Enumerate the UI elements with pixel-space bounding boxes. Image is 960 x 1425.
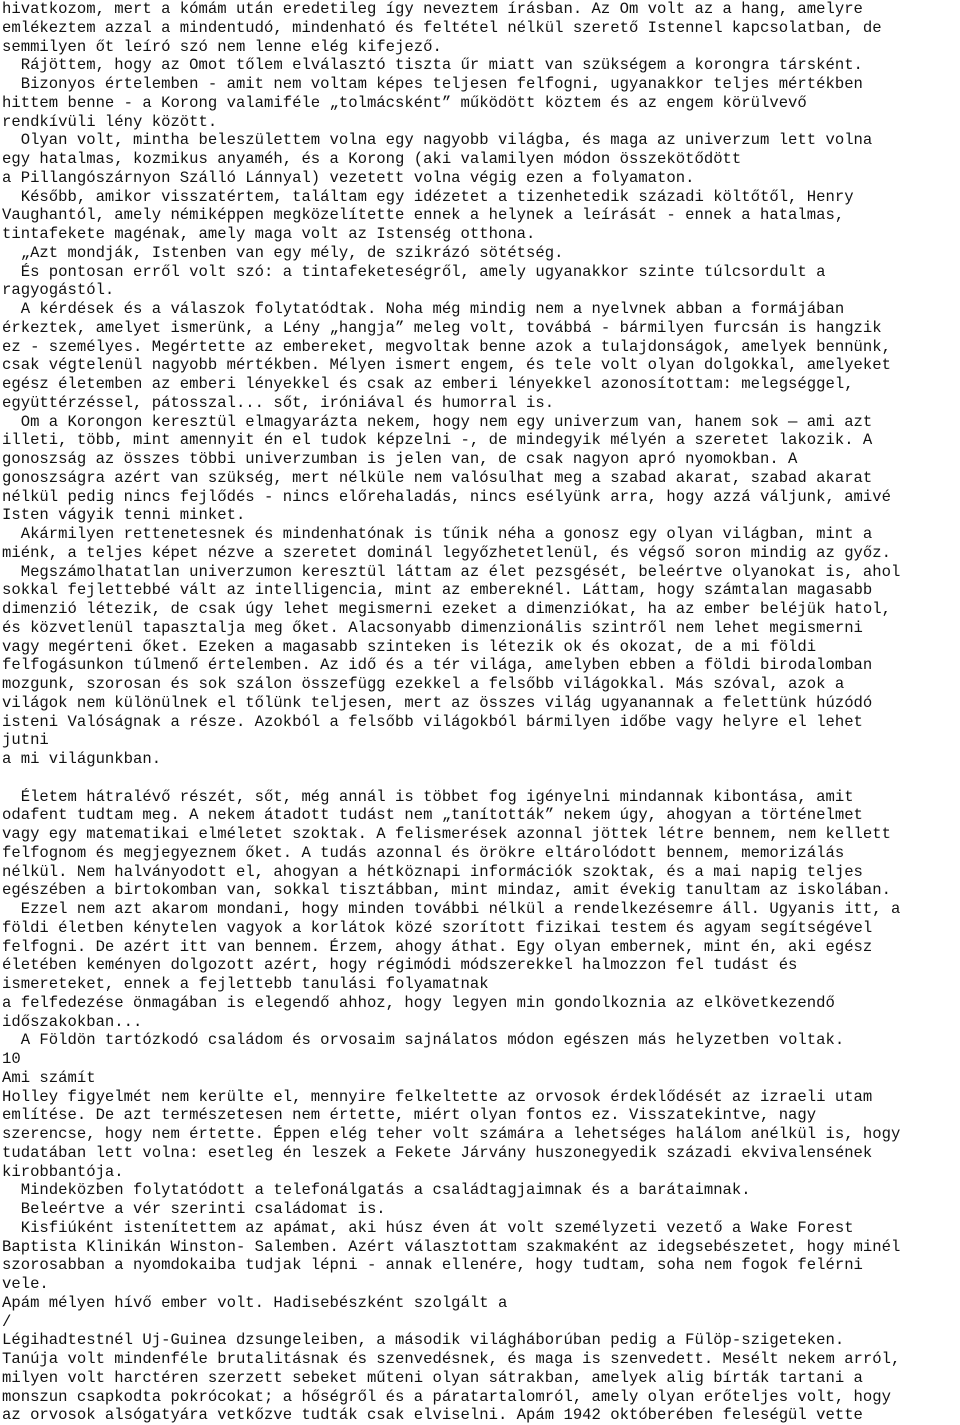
text-line: A Földön tartózkodó családom és orvosaim sajnálatos módon egészen más helyzetben voltak.	[2, 1031, 845, 1050]
text-line: nélkül. Nem halványodott el, ahogyan a hétköznapi információk szoktak, és a mai napig teljes	[2, 862, 863, 881]
text-line: Bizonyos értelemben - amit nem voltam képes teljesen felfogni, ugyanakkor teljes mértékben	[2, 75, 863, 93]
text-line: miénk, a teljes képet nézve a szeretet dominál legyőzhetetlenül, és végső soron mindig az győz.	[2, 543, 891, 562]
text-line: felfogni. De azért itt van bennem. Érzem, ahogy áthat. Egy olyan embernek, mint én, aki egész	[2, 937, 873, 956]
text-line: és közvetlenül tapasztalja meg őket. Alacsonyabb dimenzionális szintről nem lehet megismerni	[2, 618, 863, 637]
text-line: tudatában lett volna: esetleg én leszek a Fekete Járvány huszonegyedik századi ekvivalensének	[2, 1143, 873, 1162]
text-line: A kérdések és a válaszok folytatódtak. Noha még mindig nem a nyelvnek abban a formájában	[2, 300, 845, 318]
text-line: jutni	[2, 731, 49, 750]
text-line: ismereteket, ennek a fejlettebb tanulási folyamatnak	[2, 975, 489, 993]
text-line: Életem hátralévő részét, sőt, még annál is többet fog igényelni mindannak kibontása, amit	[2, 787, 854, 806]
text-line: Holley figyelmét nem kerülte el, mennyire felkeltette az orvosok érdeklődését az izraeli utam	[2, 1087, 873, 1106]
text-line: egészében a birtokomban van, sokkal tisztábban, mint mindaz, amit évekig tanultam az iskolában.	[2, 881, 891, 900]
text-line: kirobbantója.	[2, 1162, 124, 1181]
text-line: gonoszságra azért van szükség, mert nélküle nem valósulhat meg a szabad akarat, szabad akarat	[2, 468, 873, 487]
text-line: Vaughantól, amely némiképpen megközelítette ennek a helynek a leírását - ennek a hatalmas,	[2, 206, 845, 225]
text-line: „Azt mondják, Istenben van egy mély, de szikrázó sötétség.	[2, 243, 564, 262]
text-line: sokkal fejlettebbé vált az intelligencia, mint az embereknél. Láttam, hogy számtalan magasabb	[2, 581, 873, 600]
text-line: vagy egy matematikai elméletet szoktak. A felismerések azonnal jöttek létre bennem, nem kellett	[2, 825, 891, 843]
text-line: érkeztek, amelyet ismerünk, a Lény „hangja” meleg volt, továbbá - bármilyen furcsán is hangzik	[2, 318, 882, 337]
text-line: felfognom és megjegyeznem őket. A tudás azonnal és örökre eltárolódott bennem, memorizálás	[2, 843, 845, 862]
text-line: Beleértve a vér szerinti családomat is.	[2, 1200, 386, 1218]
text-line: Rájöttem, hogy az Omot tőlem elválasztó tiszta űr miatt van szükségem a korongra társként.	[2, 56, 863, 75]
text-line: szerencse, hogy nem értette. Éppen elég teher volt számára a lehetséges halálom anélkül is, hogy	[2, 1125, 901, 1143]
text-line: Kisfiúként istenítettem az apámat, aki húsz éven át volt személyzeti vezető a Wake Forest	[2, 1218, 854, 1237]
text-line: a Pillangószárnyon Szálló Lánnyal) vezetett volna végig ezen a folyamaton.	[2, 168, 695, 187]
text-line: Isten vágyik tenni minket.	[2, 506, 246, 525]
text-line: gonoszság az összes többi univerzumban is jelen van, de csak nagyon apró nyomokban. A	[2, 450, 798, 468]
text-line: emlékeztem azzal a mindentudó, mindenható és feltétel nélkül szerető Istennel kapcsolatban, de	[2, 18, 882, 37]
text-line: illeti, több, mint amennyit én el tudok képzelni -, de mindegyik mélyén a szeretet lakozik. A	[2, 431, 873, 450]
text-line: Baptista Klinikán Winston- Salemben. Azért választottam szakmaként az idegsebészetet, hogy minél	[2, 1237, 901, 1256]
text-line: /	[2, 1312, 12, 1331]
text-line: a mi világunkban.	[2, 750, 162, 768]
text-line: világok nem különülnek el tőlünk teljesen, mert az összes világ ugyanannak a felettünk húzódó	[2, 693, 873, 712]
text-line: Ezzel nem azt akarom mondani, hogy minden további nélkül a rendelkezésemre áll. Ugyanis itt, a	[2, 900, 901, 918]
text-line: ragyogástól.	[2, 281, 115, 300]
text-line: Tanúja volt mindenféle brutalitásnak és szenvedésnek, és maga is szenvedett. Mesélt nekem arról,	[2, 1350, 901, 1368]
text-line: időszakokban...	[2, 1012, 143, 1031]
text-line: Később, amikor visszatértem, találtam egy idézetet a tizenhetedik századi költőtől, Henry	[2, 187, 854, 206]
text-line: említése. De azt természetesen nem értette, miért olyan fontos ez. Visszatekintve, nagy	[2, 1106, 817, 1125]
text-line: isteni Valóságnak a része. Azokból a felsőbb világokból bármilyen időbe vagy helyre el lehet	[2, 712, 863, 731]
text-line: Mindeközben folytatódott a telefonálgatás a családtagjaimnak és a barátaimnak.	[2, 1181, 751, 1200]
text-line: ez - személyes. Megértette az embereket, megvoltak benne azok a tulajdonságok, amelyek bennünk,	[2, 337, 891, 356]
text-line: Akármilyen rettenetesnek és mindenhatónak is tűnik néha a gonosz egy olyan világban, mint a	[2, 525, 873, 543]
text-line: szorosabban a nyomdokaiba tudjak lépni - annak ellenére, hogy tudtam, soha nem fogok felérni	[2, 1256, 863, 1275]
text-line: vele.	[2, 1275, 49, 1293]
text-line	[2, 769, 958, 788]
text-line: földi életben kénytelen vagyok a korlátok közé szorított fizikai testem és agyam segítségével	[2, 918, 873, 937]
text-line: Apám mélyen hívő ember volt. Hadisebészként szolgált a	[2, 1293, 508, 1312]
text-line: az orvosok alsógatyára vetkőzve tudták csak elviselni. Apám 1942 októberében feleségül vette	[2, 1406, 863, 1425]
text-line: 10	[2, 1050, 21, 1068]
text-line: csak végtelenül nagyobb mértékben. Mélyen ismert engem, és tele volt olyan dolgokkal, amelyeket	[2, 356, 891, 375]
text-line: Ami számít	[2, 1068, 96, 1087]
text-line: mozgunk, szorosan és sok szálon összefügg ezekkel a felsőbb világokkal. Más szóval, azok a	[2, 675, 845, 693]
text-line: egész életemben az emberi lényekkel és csak az emberi lényekkel azonosítottam: melegséggel,	[2, 375, 854, 393]
text-line: Om a Korongon keresztül elmagyarázta nekem, hogy nem egy univerzum van, hanem sok — ami azt	[2, 412, 873, 431]
text-line: együttérzéssel, pátosszal... sőt, iróniával és humorral is.	[2, 393, 555, 412]
text-line: Légihadtestnél Uj-Guinea dzsungeleiben, a második világháborúban pedig a Fülöp-szigeteken.	[2, 1331, 845, 1350]
text-line: tintafekete magénak, amely maga volt az Istenség otthona.	[2, 225, 536, 243]
text-line: vagy megérteni őket. Ezeken a magasabb szinteken is létezik ok és okozat, de a mi földi	[2, 637, 817, 656]
text-line: a felfedezése önmagában is elegendő ahhoz, hogy legyen min gondolkoznia az elkövetkezendő	[2, 993, 835, 1012]
text-line: monszun csapkodta pokrócokat; a hőségről és a páratartalomról, amely olyan erőteljes volt, hogy	[2, 1387, 891, 1406]
text-line: hivatkozom, mert a kómám után eredetileg így neveztem írásban. Az Om volt az a hang, amelyre	[2, 0, 863, 18]
text-line: életében keményen dolgozott azért, hogy régimódi módszerekkel halmozzon fel tudást és	[2, 956, 798, 975]
text-line: milyen volt harctéren szerzett sebeket műteni olyan sátrakban, amelyek alig bírták tartani a	[2, 1368, 863, 1387]
text-line: felfogásunkon túlmenő értelemben. Az idő és a tér világa, amelyben ebben a földi birodalomban	[2, 656, 873, 675]
text-line: dimenzió létezik, de csak úgy lehet megismerni ezeket a dimenziókat, ha az ember beléjük hatol,	[2, 600, 891, 618]
text-line: semmilyen őt leíró szó nem lenne elég kifejező.	[2, 37, 442, 56]
text-line: nélkül pedig nincs fejlődés - nincs előrehaladás, nincs esélyünk arra, hogy azzá váljunk, amivé	[2, 487, 891, 506]
text-line: hittem benne - a Korong valamiféle „tolmácsként” működött köztem és az engem körülvevő	[2, 93, 807, 112]
text-line: egy hatalmas, kozmikus anyaméh, és a Korong (aki valamilyen módon összekötődött	[2, 150, 742, 168]
text-line: odafent tudtam meg. A nekem átadott tudást nem „tanították” nekem úgy, ahogyan a történelmet	[2, 806, 863, 825]
text-line: rendkívüli lény között.	[2, 112, 218, 131]
text-line: Megszámolhatatlan univerzumon keresztül láttam az élet pezsgését, beleértve olyanokat is, ahol	[2, 562, 901, 581]
text-line: És pontosan erről volt szó: a tintafeketeségről, amely ugyanakkor szinte túlcsordult a	[2, 262, 826, 281]
text-line: Olyan volt, mintha beleszülettem volna egy nagyobb világba, és maga az univerzum lett volna	[2, 131, 873, 150]
